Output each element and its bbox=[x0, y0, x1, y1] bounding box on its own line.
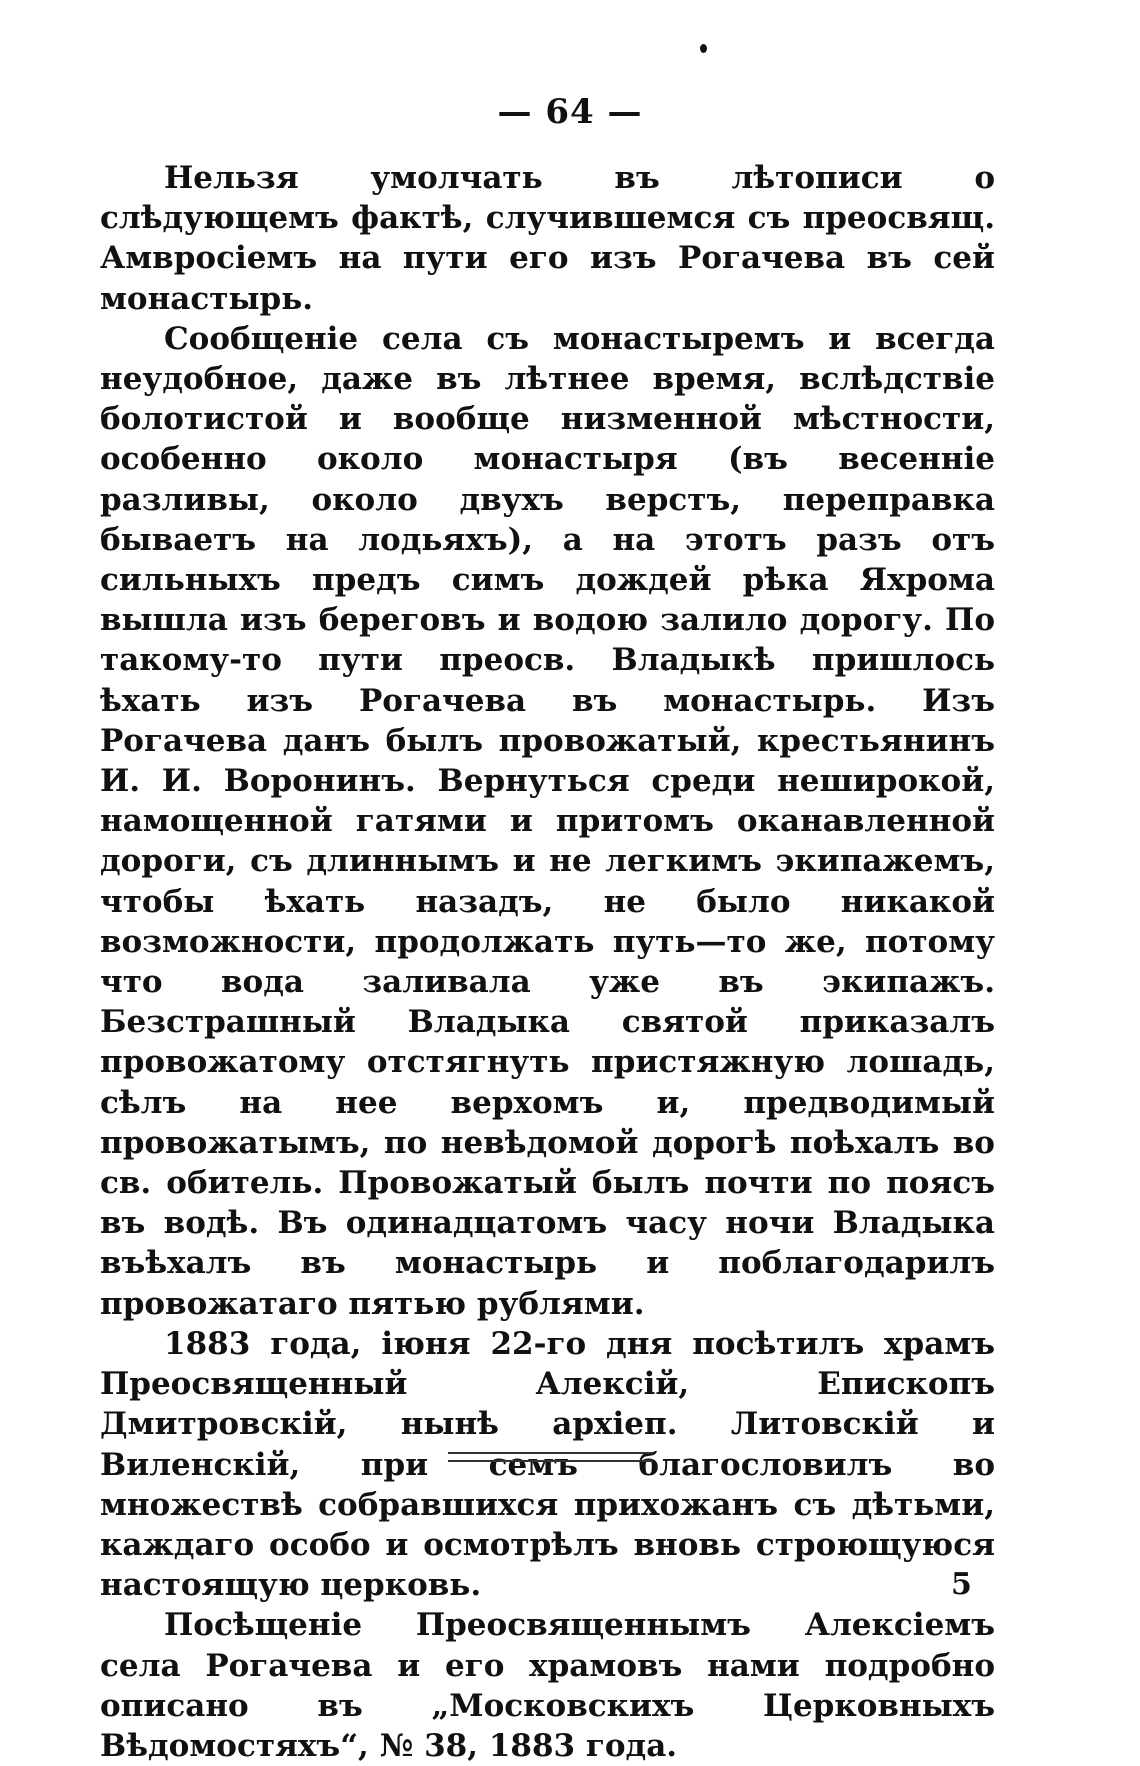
paragraph: 1883 года, іюня 22-го дня посѣтилъ храмъ Преосвященный Алексій, Епископъ Дмитровскій, нынѣ архіеп. Литовскій и Виленскій, при семъ благословилъ во множествѣ собравшихся прихожанъ съ дѣтьми, каждаго особо и осмотрѣлъ вновь строющуюся настоящую церковь. bbox=[100, 1325, 995, 1604]
section-separator bbox=[448, 1452, 653, 1462]
ink-speck bbox=[700, 44, 707, 53]
paragraph: Нельзя умолчать въ лѣтописи о слѣдующемъ фактѣ, случившемся съ преосвящ. Амвросіемъ на пути его изъ Рогачева въ сей монастырь. bbox=[100, 160, 995, 317]
signature-mark: 5 bbox=[951, 1567, 972, 1602]
body-text bbox=[100, 158, 995, 1766]
paragraph: Посѣщеніе Преосвященнымъ Алексіемъ села Рогачева и его храмовъ нами подробно описано въ „Московскихъ Церковныхъ Вѣдомостяхъ“, № 38, 1883 года. bbox=[100, 1607, 995, 1764]
paragraph: Сообщеніе села съ монастыремъ и всегда неудобное, даже въ лѣтнее время, вслѣдствіе болотистой и вообще низменной мѣстности, особенно около монастыря (въ весенніе разливы, около двухъ верстъ, переправка бываетъ на лодьяхъ), а на этотъ разъ отъ сильныхъ предъ симъ дождей рѣка Яхрома вышла изъ береговъ и водою залило дорогу. По такому-то пути преосв. Владыкѣ пришлось ѣхать изъ Рогачева въ монастырь. Изъ Рогачева данъ былъ провожатый, крестьянинъ И. И. Воронинъ. Вернуться среди неширокой, намощенной гатями и притомъ оканавленной дороги, съ длиннымъ и не легкимъ экипажемъ, чтобы ѣхать назадъ, не было никакой возможности, продолжать путь—то же, потому что вода заливала уже въ экипажъ. Безстрашный Владыка святой приказалъ провожатому отстягнуть пристяжную лошадь, сѣлъ на нее верхомъ и, предводимый провожатымъ, по невѣдомой дорогѣ поѣхалъ во св. обитель. Провожатый былъ почти по поясъ въ водѣ. Въ одинадцатомъ часу ночи Владыка въѣхалъ въ монастырь и поблагодарилъ провожатаго пятью рублями. bbox=[100, 320, 995, 1322]
page-number: — 64 — bbox=[497, 92, 643, 132]
